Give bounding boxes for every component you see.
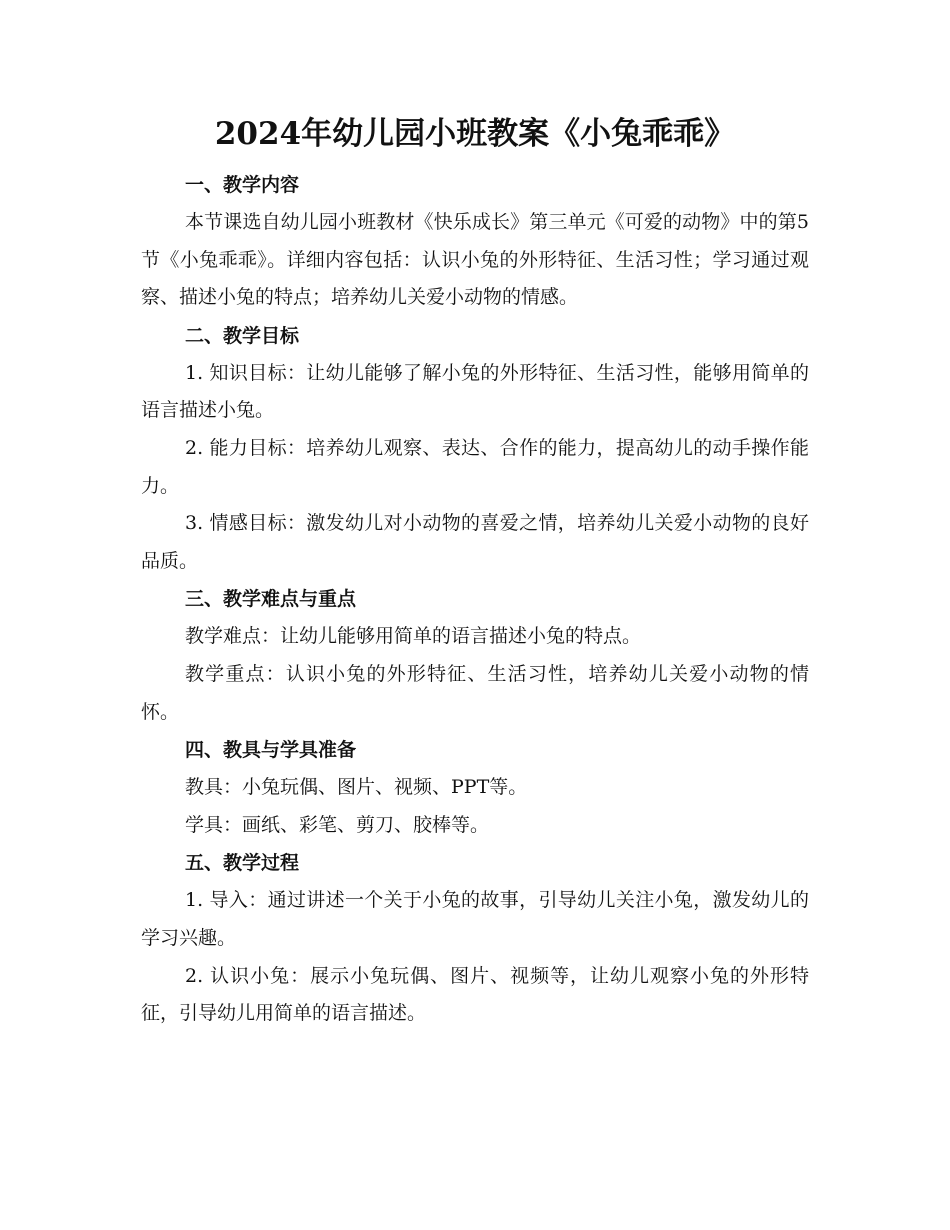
paragraph: 教学难点：让幼儿能够用简单的语言描述小兔的特点。 (185, 625, 642, 648)
paragraph: 2. 能力目标：培养幼儿观察、表达、合作的能力，提高幼儿的动手操作能力。 (141, 436, 809, 497)
document-body (141, 166, 809, 1033)
section-teaching-aids (141, 731, 809, 844)
section-heading: 三、教学难点与重点 (185, 588, 357, 611)
section-heading: 二、教学目标 (185, 324, 300, 347)
section-teaching-content (141, 166, 809, 317)
paragraph: 学具：画纸、彩笔、剪刀、胶棒等。 (185, 813, 490, 836)
section-teaching-goals (141, 317, 809, 581)
paragraph: 教具：小兔玩偶、图片、视频、PPT等。 (185, 776, 528, 799)
section-heading: 一、教学内容 (185, 174, 300, 196)
paragraph: 1. 知识目标：让幼儿能够了解小兔的外形特征、生活习性，能够用简单的语言描述小兔。 (141, 361, 809, 422)
paragraph: 教学重点：认识小兔的外形特征、生活习性，培养幼儿关爱小动物的情怀。 (141, 662, 809, 723)
section-difficulties-key-points (141, 580, 809, 731)
paragraph: 2. 认识小兔：展示小兔玩偶、图片、视频等，让幼儿观察小兔的外形特征，引导幼儿用简单的语言描述。 (141, 964, 809, 1025)
paragraph: 1. 导入：通过讲述一个关于小兔的故事，引导幼儿关注小兔，激发幼儿的学习兴趣。 (141, 889, 809, 949)
paragraph: 3. 情感目标：激发幼儿对小动物的喜爱之情，培养幼儿关爱小动物的良好品质。 (141, 512, 809, 572)
section-teaching-process (141, 844, 809, 1032)
paragraph: 本节课选自幼儿园小班教材《快乐成长》第三单元《可爱的动物》中的第5节《小兔乖乖》。详细内容包括：认识小兔的外形特征、生活习性；学习通过观察、描述小兔的特点；培养幼儿关爱小动物的情感。 (141, 211, 809, 309)
section-heading: 五、教学过程 (185, 852, 300, 875)
section-heading: 四、教具与学具准备 (185, 739, 357, 762)
document-title: 2024年幼儿园小班教案《小兔乖乖》 (214, 116, 736, 152)
